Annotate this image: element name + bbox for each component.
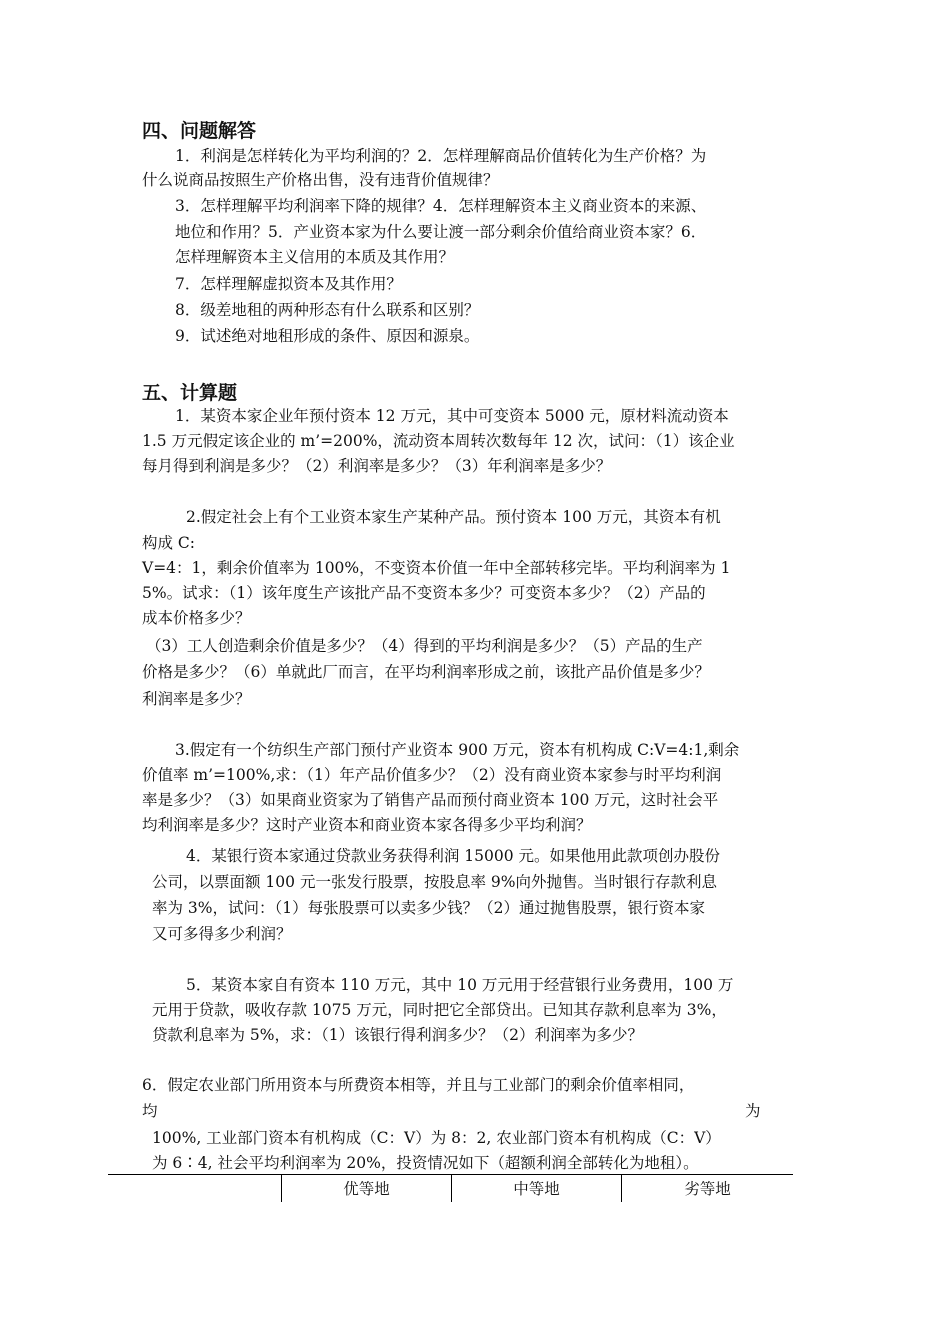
problem-2-line: 5%。试求：（1）该年度生产该批产品不变资本多少？可变资本多少？（2）产品的 [142,584,706,602]
problem-2-line: 2.假定社会上有个工业资本家生产某种产品。预付资本 100 万元，其资本有机 [186,508,721,526]
problem-2-line: 构成 C: [142,534,196,552]
problem-3-line: 价值率 m’=100%,求：（1）年产品价值多少？（2）没有商业资本家参与时平均利润 [142,766,722,784]
problem-2-line: 价格是多少？（6）单就此厂而言，在平均利润率形成之前，该批产品价值是多少？ [142,663,710,681]
question-line: 1．利润是怎样转化为平均利润的？2．怎样理解商品价值转化为生产价格？为 [175,147,707,165]
problem-1-line: 1．某资本家企业年预付资本 12 万元，其中可变资本 5000 元，原材料流动资本 [175,407,729,425]
problem-1-line: 1.5 万元假定该企业的 m’=200%，流动资本周转次数每年 12 次，试问：（1）该企业 [142,432,735,450]
section-heading-questions: 四、问题解答 [142,120,257,142]
problem-6-line: 均 [142,1102,158,1120]
problem-5-line: 贷款利息率为 5%，求：（1）该银行得利润多少？（2）利润率为多少？ [152,1026,643,1044]
problem-2-line: V=4：1，剩余价值率为 100%，不变资本价值一年中全部转移完毕。平均利润率为 1 [142,559,731,577]
problem-4-line: 又可多得多少利润？ [152,925,292,943]
problem-2-line: （3）工人创造剩余价值是多少？（4）得到的平均利润是多少？（5）产品的生产 [146,637,703,655]
problem-5-line: 元用于贷款，吸收存款 1075 万元，同时把它全部贷出。已知其存款利息率为 3%， [152,1001,727,1019]
question-line: 怎样理解资本主义信用的本质及其作用？ [175,248,455,266]
table-header-cell: 优等地 [343,1180,390,1198]
problem-2-line: 利润率是多少？ [142,690,251,708]
problem-1-line: 每月得到利润是多少？（2）利润率是多少？（3）年利润率是多少？ [142,457,612,475]
problem-6-line: 为 [745,1102,761,1120]
problem-6-line: 6．假定农业部门所用资本与所费资本相等，并且与工业部门的剩余价值率相同， [142,1076,695,1094]
question-line: 9．试述绝对地租形成的条件、原因和源泉。 [175,327,480,345]
problem-4-line: 公司，以票面额 100 元一张发行股票，按股息率 9%向外抛售。当时银行存款利息 [152,873,717,891]
table-header-cell: 劣等地 [684,1180,731,1198]
problem-5-line: 5．某资本家自有资本 110 万元，其中 10 万元用于经营银行业务费用，100 万 [186,976,734,994]
question-line: 8．级差地租的两种形态有什么联系和区别？ [175,301,480,319]
question-line: 3．怎样理解平均利润率下降的规律？4．怎样理解资本主义商业资本的来源、 [175,197,707,215]
problem-2-line: 成本价格多少？ [142,609,251,627]
problem-4-line: 4．某银行资本家通过贷款业务获得利润 15000 元。如果他用此款项创办股份 [186,847,721,865]
problem-6-line: 100%, 工业部门资本有机构成（C：V）为 8：2, 农业部门资本有机构成（C：V） [152,1129,721,1147]
section-heading-calculations: 五、计算题 [142,382,238,404]
problem-3-line: 率是多少？（3）如果商业资家为了销售产品而预付商业资本 100 万元，这时社会平 [142,791,719,809]
problem-6-line: 为 6∶4, 社会平均利润率为 20%，投资情况如下（超额利润全部转化为地租）。 [152,1154,699,1172]
question-line: 7．怎样理解虚拟资本及其作用？ [175,275,402,293]
problem-3-line: 均利润率是多少？这时产业资本和商业资本家各得多少平均利润？ [142,816,592,834]
question-line: 地位和作用？5．产业资本家为什么要让渡一部分剩余价值给商业资本家？6． [175,223,707,241]
question-line: 什么说商品按照生产价格出售，没有违背价值规律？ [142,171,499,189]
table-header-cell: 中等地 [513,1180,560,1198]
problem-4-line: 率为 3%，试问：（1）每张股票可以卖多少钱？（2）通过抛售股票，银行资本家 [152,899,705,917]
problem-3-line: 3.假定有一个纺织生产部门预付产业资本 900 万元，资本有机构成 C:V=4:1,剩余 [175,741,740,759]
